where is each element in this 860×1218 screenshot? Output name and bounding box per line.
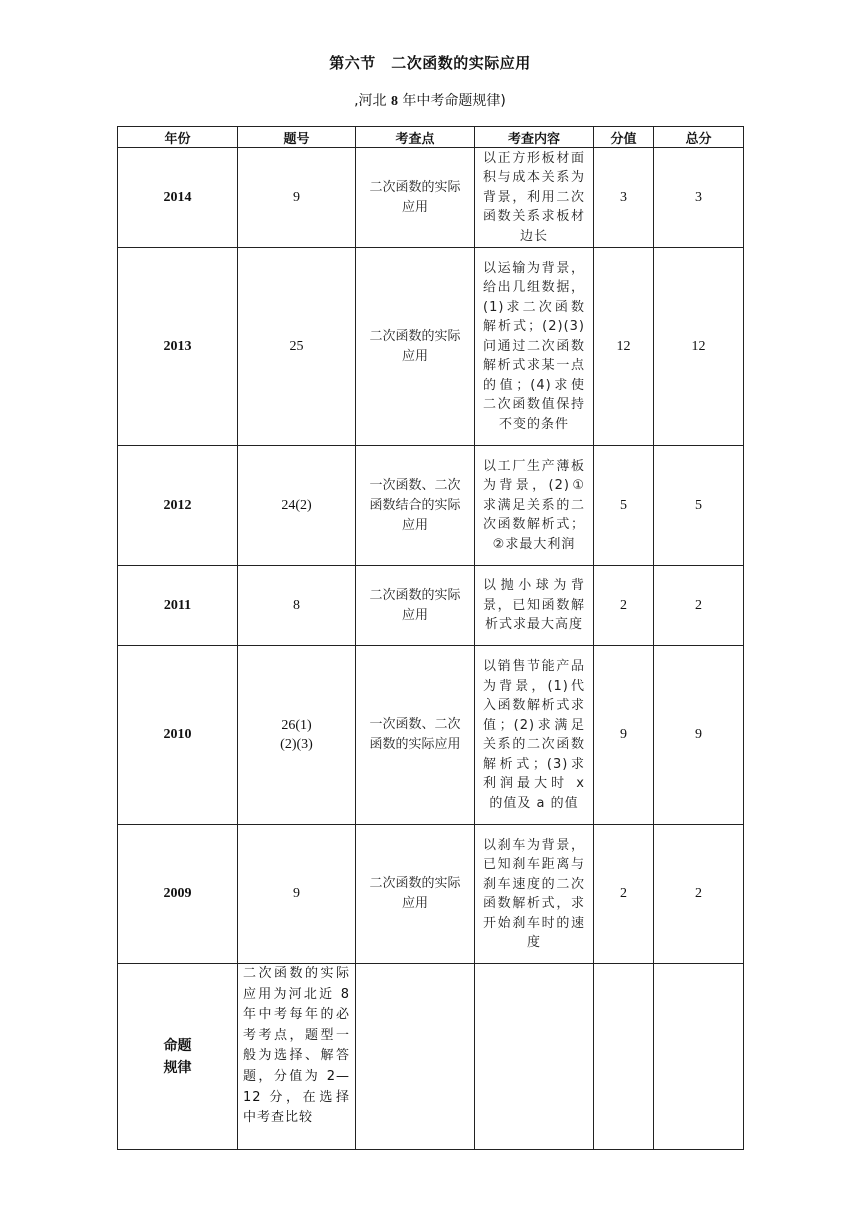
page-subtitle: ,河北 8 年中考命题规律) bbox=[354, 93, 506, 109]
cell-year: 2011 bbox=[118, 566, 238, 646]
cell-year: 2013 bbox=[118, 248, 238, 446]
table-row bbox=[118, 825, 744, 964]
table-row bbox=[118, 148, 744, 248]
header-question-number: 题号 bbox=[238, 127, 356, 148]
cell-total: 2 bbox=[654, 825, 744, 964]
header-score: 分值 bbox=[594, 127, 654, 148]
cell-exam-content: 以工厂生产薄板为背景，(2)①求满足关系的二次函数解析式；②求最大利润 bbox=[475, 446, 594, 566]
cell-score: 3 bbox=[594, 148, 654, 248]
cell-exam-content: 以销售节能产品为背景，(1)代入函数解析式求值；(2)求满足关系的二次函数解析式；(3)求利润最大时 x 的值及 a 的值 bbox=[475, 646, 594, 825]
cell-score: 2 bbox=[594, 825, 654, 964]
rule-text: 二次函数的实际应用为河北近 8 年中考每年的必考考点，题型一般为选择、解答题，分值为 2—12 分，在选择中考查比较 bbox=[238, 964, 356, 1150]
page-title: 第六节 二次函数的实际应用 bbox=[329, 54, 531, 72]
header-exam-point: 考查点 bbox=[356, 127, 475, 148]
cell-question-number: 9 bbox=[238, 825, 356, 964]
cell-question-number: 24(2) bbox=[238, 446, 356, 566]
header-total: 总分 bbox=[654, 127, 744, 148]
cell-exam-point: 二次函数的实际应用 bbox=[356, 248, 475, 446]
rule-label: 命题 规律 bbox=[118, 964, 238, 1150]
cell-score: 12 bbox=[594, 248, 654, 446]
cell-total: 5 bbox=[654, 446, 744, 566]
empty-cell bbox=[594, 964, 654, 1150]
header-year: 年份 bbox=[118, 127, 238, 148]
cell-exam-content: 以抛小球为背景，已知函数解析式求最大高度 bbox=[475, 566, 594, 646]
cell-exam-content: 以正方形板材面积与成本关系为背景，利用二次函数关系求板材边长 bbox=[475, 148, 594, 248]
table-row bbox=[118, 566, 744, 646]
cell-question-number: 8 bbox=[238, 566, 356, 646]
cell-exam-point: 二次函数的实际应用 bbox=[356, 148, 475, 248]
cell-exam-point: 一次函数、二次函数的实际应用 bbox=[356, 646, 475, 825]
table-row bbox=[118, 646, 744, 825]
cell-total: 2 bbox=[654, 566, 744, 646]
empty-cell bbox=[654, 964, 744, 1150]
cell-year: 2009 bbox=[118, 825, 238, 964]
table-row bbox=[118, 446, 744, 566]
cell-year: 2012 bbox=[118, 446, 238, 566]
cell-total: 12 bbox=[654, 248, 744, 446]
cell-exam-point: 二次函数的实际应用 bbox=[356, 825, 475, 964]
cell-exam-content: 以刹车为背景，已知刹车距离与刹车速度的二次函数解析式，求开始刹车时的速度 bbox=[475, 825, 594, 964]
cell-exam-point: 二次函数的实际应用 bbox=[356, 566, 475, 646]
exam-analysis-table bbox=[117, 126, 744, 1150]
cell-question-number: 26(1) (2)(3) bbox=[238, 646, 356, 825]
cell-total: 3 bbox=[654, 148, 744, 248]
cell-total: 9 bbox=[654, 646, 744, 825]
table-row-rule bbox=[118, 964, 744, 1150]
cell-exam-point: 一次函数、二次函数结合的实际应用 bbox=[356, 446, 475, 566]
cell-question-number: 25 bbox=[238, 248, 356, 446]
cell-score: 2 bbox=[594, 566, 654, 646]
cell-question-number: 9 bbox=[238, 148, 356, 248]
cell-exam-content: 以运输为背景，给出几组数据，(1)求二次函数解析式；(2)(3)问通过二次函数解析式求某一点的值；(4)求使二次函数值保持不变的条件 bbox=[475, 248, 594, 446]
cell-year: 2014 bbox=[118, 148, 238, 248]
empty-cell bbox=[475, 964, 594, 1150]
cell-year: 2010 bbox=[118, 646, 238, 825]
cell-score: 5 bbox=[594, 446, 654, 566]
table-header-row bbox=[118, 127, 744, 148]
table-row bbox=[118, 248, 744, 446]
cell-score: 9 bbox=[594, 646, 654, 825]
empty-cell bbox=[356, 964, 475, 1150]
header-exam-content: 考查内容 bbox=[475, 127, 594, 148]
